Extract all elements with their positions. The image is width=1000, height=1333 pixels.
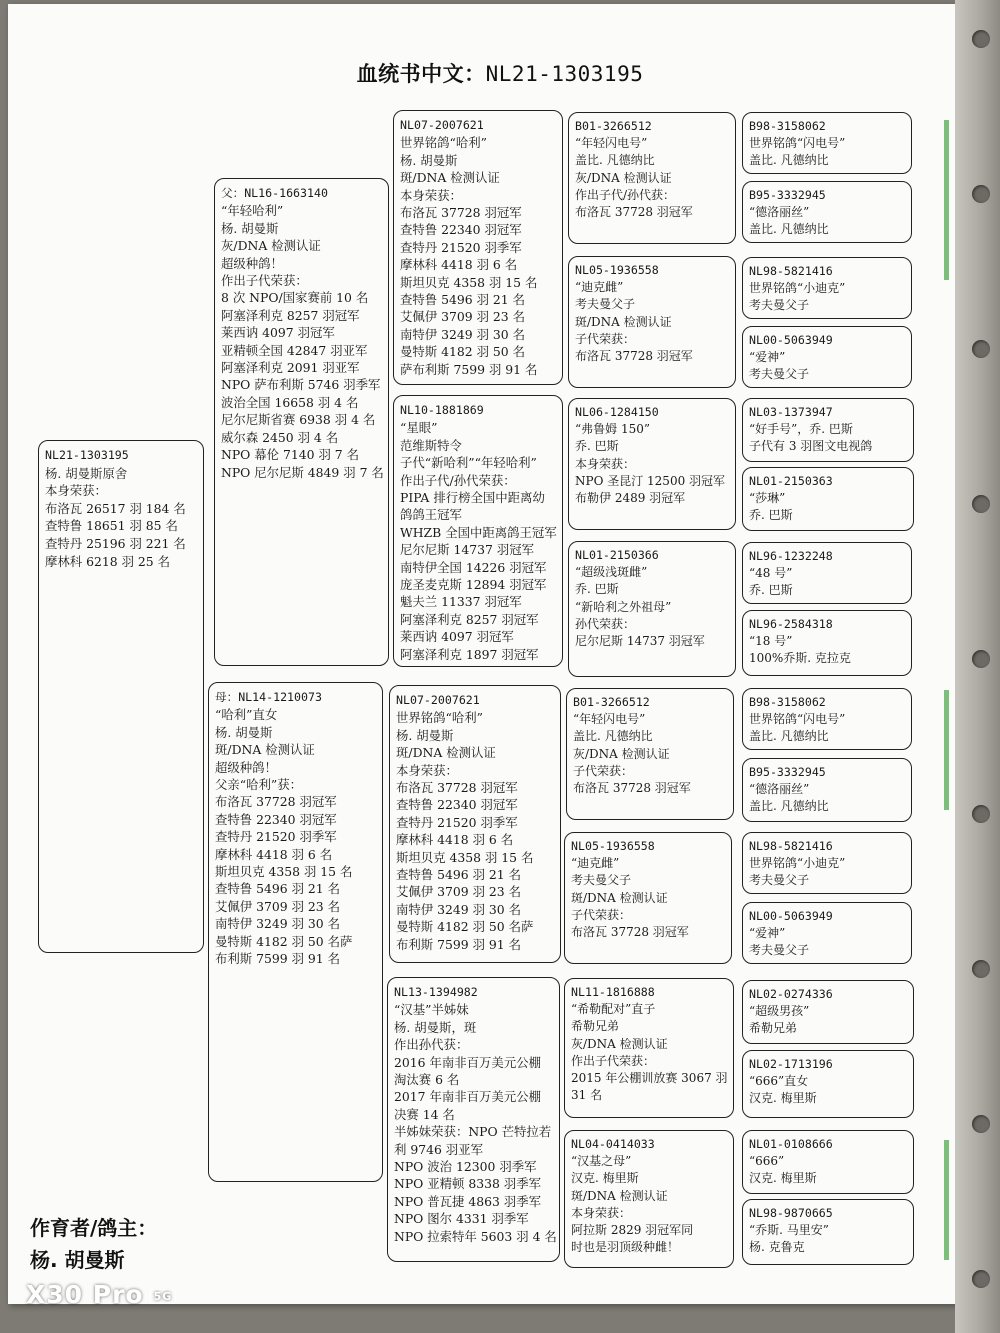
binder-hole [972,805,990,823]
subject-line: 杨. 胡曼斯原舍 [45,465,128,481]
binder-hole [972,960,990,978]
title-ring-number: NL21-1303195 [485,62,644,86]
sire-dam-line: “星眼” [400,420,438,436]
binder-hole [972,185,990,203]
g5-line: 乔. 巴斯 [749,583,793,598]
dam-line: 查特鲁 22340 羽冠军 [215,811,337,827]
dam-line: 杨. 胡曼斯 [215,724,273,740]
watermark-badge: 5G [150,1289,177,1304]
g4-box [564,1130,734,1268]
g4-line: 2015 年公棚训放赛 3067 羽 [571,1071,728,1086]
g4-line: 乔. 巴斯 [575,582,619,597]
g5-line: NL98-5821416 [749,264,833,278]
g5-box [742,467,914,531]
g5-box [742,1130,914,1194]
g5-line: B95-3332945 [749,765,826,779]
g5-line: 盖比. 凡德纳比 [749,729,829,744]
g4-line: 孙代荣获： [575,616,636,631]
subject-line: NL21-1303195 [45,448,129,462]
subject-box [38,440,204,953]
subject-line: 布洛瓦 26517 羽 184 名 [45,500,186,516]
sire-dam-line: 尼尔尼斯 14737 羽冠军 [400,542,535,558]
g4-line: 希勒兄弟 [571,1019,620,1034]
g5-box [742,326,912,388]
sire-sire-line: 世界铭鸽“哈利” [400,135,488,151]
g5-line: “18 号” [749,634,793,649]
binder-hole [972,340,990,358]
dam-sire-line: 摩林科 4418 羽 6 名 [396,832,514,848]
title-label: 血统书中文： [356,61,486,86]
g4-line: “年轻闪电号” [573,712,646,727]
dam-sire-line: 斯坦贝克 4358 羽 15 名 [396,849,534,865]
sire-sire-line: 斯坦贝克 4358 羽 15 名 [400,274,538,290]
g4-line: “汉基之母” [571,1154,632,1169]
sire-line: 阿塞泽利克 2091 羽亚军 [221,360,360,376]
g5-line: NL02-1713196 [749,1057,833,1071]
g5-line: “爱神” [749,350,786,365]
dam-sire-line: 南特伊 3249 羽 30 名 [396,901,522,917]
g5-line: “莎琳” [749,491,786,506]
sire-dam-line: 阿塞泽利克 1897 羽冠军 [400,646,539,662]
dam-line: 查特丹 21520 羽季军 [215,829,337,845]
g5-line: NL03-1373947 [749,405,833,419]
g4-line: 考夫曼父子 [575,297,636,312]
g5-line: “乔斯. 马里安” [749,1223,829,1238]
g4-line: 本身荣获： [575,456,636,471]
dam-line: 曼特斯 4182 羽 50 名萨 [215,933,353,949]
g5-line: NL02-0274336 [749,987,833,1001]
g5-line: 乔. 巴斯 [749,508,793,523]
g5-box [742,542,912,604]
sire-dam-box [393,395,563,667]
g4-line: NL06-1284150 [575,405,659,419]
g4-line: 考夫曼父子 [571,873,632,888]
sire-dam-line: 莱西讷 4097 羽冠军 [400,629,514,645]
g5-line: B95-3332945 [749,188,826,202]
dam-dam-line: NPO 亚精顿 8338 羽季军 [394,1176,542,1192]
g5-line: “48 号” [749,566,793,581]
g5-line: 世界铭鸽“闪电号” [749,712,846,727]
sire-line: 父：NL16-1663140 [221,186,328,200]
subject-line: 查特鲁 18651 羽 85 名 [45,518,178,534]
dam-dam-line: 作出孙代获： [394,1037,469,1053]
dam-sire-line: 查特鲁 22340 羽冠军 [396,797,518,813]
g5-line: 世界铭鸽“闪电号” [749,136,846,151]
sire-sire-line: NL07-2007621 [400,118,484,132]
g5-box [742,758,912,822]
g4-box [568,112,736,244]
g4-box [566,688,734,820]
g5-line: 盖比. 凡德纳比 [749,799,829,814]
g5-line: “超级男孩” [749,1004,810,1019]
edge-tab [944,1140,949,1260]
g5-line: 盖比. 凡德纳比 [749,153,829,168]
sire-dam-line: WHZB 全国中距离鸽王冠军 [400,524,557,540]
g5-line: 汉克. 梅里斯 [749,1091,817,1106]
sire-line: 灰/DNA 检测认证 [221,238,321,254]
dam-line: 布利斯 7599 羽 91 名 [215,951,341,967]
g4-line: 作出子代荣获： [571,1053,656,1068]
dam-sire-line: NL07-2007621 [396,693,480,707]
g4-line: 子代荣获： [573,763,634,778]
g5-line: “666” [749,1154,785,1169]
g5-line: NL96-2584318 [749,617,833,631]
camera-watermark [26,1280,176,1309]
dam-sire-line: 世界铭鸽“哈利” [396,710,484,726]
sire-sire-line: 杨. 胡曼斯 [400,152,458,168]
dam-dam-box [387,977,560,1262]
g5-line: 汉克. 梅里斯 [749,1171,817,1186]
sire-line: 尼尔尼斯省赛 6938 羽 4 名 [221,412,376,428]
g4-line: “迪克雌” [571,856,620,871]
sire-dam-line: 阿塞泽利克 8257 羽冠军 [400,611,539,627]
dam-dam-line: NPO 普瓦捷 4863 羽季军 [394,1193,542,1209]
g5-box [742,257,912,319]
subject-line: 本身荣获： [45,483,107,499]
dam-sire-line: 查特鲁 5496 羽 21 名 [396,867,522,883]
dam-sire-line: 艾佩伊 3709 羽 23 名 [396,884,522,900]
g4-line: 布洛瓦 37728 羽冠军 [571,925,689,940]
g5-line: “666”直女 [749,1074,809,1089]
g4-line: 灰/DNA 检测认证 [575,170,672,185]
sire-dam-line: 庞圣麦克斯 12894 羽冠军 [400,577,547,593]
dam-dam-line: NL13-1394982 [394,985,478,999]
g4-line: B01-3266512 [575,119,652,133]
g4-line: 盖比. 凡德纳比 [575,153,655,168]
sire-dam-line: 南特伊全国 14226 羽冠军 [400,559,547,575]
breeder-label: 作育者/鸽主： [30,1216,158,1240]
g4-box [568,541,736,677]
g5-line: 盖比. 凡德纳比 [749,222,829,237]
g4-line: NL05-1936558 [571,839,655,853]
g5-box [742,980,914,1044]
dam-sire-line: 曼特斯 4182 羽 50 名萨 [396,919,534,935]
dam-sire-line: 杨. 胡曼斯 [396,727,454,743]
dam-sire-line: 布利斯 7599 羽 91 名 [396,936,522,952]
g4-line: “新哈利之外祖母” [575,599,672,614]
g5-line: “德洛丽丝” [749,205,810,220]
dam-dam-line: 杨. 胡曼斯，斑 [394,1019,477,1035]
dam-dam-line: “汉基”半姊妹 [394,1002,469,1018]
sire-sire-line: 斑/DNA 检测认证 [400,170,500,186]
g4-line: 乔. 巴斯 [575,439,619,454]
binder-hole [972,650,990,668]
dam-sire-line: 布洛瓦 37728 羽冠军 [396,780,518,796]
g4-line: 本身荣获： [571,1205,632,1220]
binder-hole [972,30,990,48]
g4-line: 布洛瓦 37728 羽冠军 [573,781,691,796]
g4-line: NL04-0414033 [571,1137,655,1151]
sire-sire-line: 查特鲁 22340 羽冠军 [400,222,522,238]
g4-line: 尼尔尼斯 14737 羽冠军 [575,634,705,649]
g4-line: 布洛瓦 37728 羽冠军 [575,205,693,220]
g4-line: 盖比. 凡德纳比 [573,729,653,744]
sire-sire-line: 艾佩伊 3709 羽 23 名 [400,309,526,325]
sire-line: 作出子代荣获： [221,273,308,289]
dam-sire-line: 本身荣获： [396,762,458,778]
g5-line: NL00-5063949 [749,909,833,923]
g5-line: NL01-0108666 [749,1137,833,1151]
dam-sire-box [389,685,561,963]
dam-line: 布洛瓦 37728 羽冠军 [215,794,337,810]
g5-line: “好手号”，乔. 巴斯 [749,422,853,437]
breeder-name: 杨. 胡曼斯 [30,1248,125,1272]
g4-line: 斑/DNA 检测认证 [571,1188,668,1203]
dam-box [208,682,383,1182]
sire-dam-line: PIPA 排行榜全国中距离幼 [400,490,545,506]
dam-line: 斑/DNA 检测认证 [215,742,315,758]
sire-sire-line: 南特伊 3249 羽 30 名 [400,326,526,342]
dam-sire-line: 斑/DNA 检测认证 [396,745,496,761]
g5-line: 世界铭鸽“小迪克” [749,856,846,871]
g5-line: NL01-2150363 [749,474,833,488]
g4-box [568,256,736,388]
g5-box [742,688,912,750]
dam-dam-line: NPO 图尔 4331 羽季军 [394,1211,529,1227]
sire-dam-line: 范维斯特令 [400,437,462,453]
g4-line: 灰/DNA 检测认证 [573,746,670,761]
watermark-text: X30 Pro [26,1280,144,1309]
sire-line: 波治全国 16658 羽 4 名 [221,394,359,410]
sire-dam-line: 作出子代/孙代荣获： [400,472,516,488]
sire-sire-box [393,110,563,385]
sire-box [214,178,389,666]
edge-tab [944,120,949,280]
sire-line: 威尔森 2450 羽 4 名 [221,429,339,445]
g5-box [742,1199,914,1265]
edge-tab [944,690,949,810]
dam-dam-line: 利 9746 羽亚军 [394,1141,483,1157]
g5-line: “德洛丽丝” [749,782,810,797]
sire-sire-line: 布洛瓦 37728 羽冠军 [400,205,522,221]
sire-line: 超级种鸽！ [221,255,283,271]
sire-sire-line: 萨布利斯 7599 羽 91 名 [400,361,538,377]
g4-line: “超级浅斑雌” [575,565,648,580]
sire-sire-line: 本身荣获： [400,187,462,203]
dam-line: 摩林科 4418 羽 6 名 [215,846,333,862]
dam-line: 斯坦贝克 4358 羽 15 名 [215,864,353,880]
dam-line: 父亲“哈利”获： [215,777,303,793]
sire-line: “年轻哈利” [221,203,284,219]
g5-line: 杨. 克鲁克 [749,1240,805,1255]
g5-line: 考夫曼父子 [749,873,810,888]
sire-dam-line: 鸽鸽王冠军 [400,507,462,523]
sire-line: 亚精顿全国 42847 羽亚军 [221,342,368,358]
sire-sire-line: 摩林科 4418 羽 6 名 [400,257,518,273]
dam-dam-line: 半姊妹荣获：NPO 芒特拉若 [394,1124,552,1140]
g4-line: NL11-1816888 [571,985,655,999]
dam-line: 南特伊 3249 羽 30 名 [215,916,341,932]
g5-line: NL96-1232248 [749,549,833,563]
g4-line: 子代荣获： [575,331,636,346]
g4-line: 31 名 [571,1088,603,1103]
sire-sire-line: 查特鲁 5496 羽 21 名 [400,292,526,308]
sire-sire-line: 查特丹 21520 羽季军 [400,239,522,255]
sire-line: 杨. 胡曼斯 [221,220,279,236]
g5-line: 考夫曼父子 [749,298,810,313]
g5-line: “爱神” [749,926,786,941]
sire-line: 阿塞泽利克 8257 羽冠军 [221,307,360,323]
binder-hole [972,1115,990,1133]
g5-box [742,398,914,462]
dam-line: 母：NL14-1210073 [215,690,322,704]
g4-line: 布洛瓦 37728 羽冠军 [575,349,693,364]
sire-dam-line: NL10-1881869 [400,403,484,417]
g4-line: 斑/DNA 检测认证 [575,314,672,329]
g4-line: “年轻闪电号” [575,136,648,151]
sire-line: NPO 尼尔尼斯 4849 羽 7 名 [221,464,384,480]
g4-line: 斑/DNA 检测认证 [571,890,668,905]
g4-line: 灰/DNA 检测认证 [571,1036,668,1051]
g4-line: 汉克. 梅里斯 [571,1171,639,1186]
dam-dam-line: NPO 波治 12300 羽季军 [394,1159,537,1175]
g4-box [568,398,736,530]
binder-hole [972,1270,990,1288]
sire-line: NPO 幕伦 7140 羽 7 名 [221,447,360,463]
g5-line: 100%乔斯. 克拉克 [749,651,851,666]
dam-dam-line: 2016 年南非百万美元公棚 [394,1054,541,1070]
sire-dam-line: 魁夫兰 11337 羽冠军 [400,594,522,610]
page-title [0,58,1000,88]
g4-line: “弗鲁姆 150” [575,422,650,437]
g5-line: 考夫曼父子 [749,943,810,958]
g4-line: NL01-2150366 [575,548,659,562]
subject-line: 摩林科 6218 羽 25 名 [45,553,171,569]
g4-line: 阿拉斯 2829 羽冠军同 [571,1223,694,1238]
dam-dam-line: 2017 年南非百万美元公棚 [394,1089,541,1105]
subject-line: 查特丹 25196 羽 221 名 [45,535,186,551]
sire-line: 莱西讷 4097 羽冠军 [221,325,335,341]
g4-line: 时也是羽顶级种雌！ [571,1240,680,1255]
binder-hole [972,495,990,513]
g5-line: 考夫曼父子 [749,367,810,382]
g5-box [742,610,912,676]
g5-line: 希勒兄弟 [749,1021,798,1036]
dam-line: 超级种鸽！ [215,759,277,775]
dam-dam-line: NPO 拉索特年 5603 羽 4 名 [394,1228,557,1244]
sire-line: 8 次 NPO/国家赛前 10 名 [221,290,369,306]
g4-line: “希勒配对”直子 [571,1002,656,1017]
dam-line: “哈利”直女 [215,707,278,723]
g4-line: 作出子代/孙代获： [575,187,676,202]
g5-line: B98-3158062 [749,695,826,709]
g5-box [742,902,912,964]
g5-box [742,181,912,243]
g4-line: NL05-1936558 [575,263,659,277]
dam-line: 查特鲁 5496 羽 21 名 [215,881,341,897]
g4-line: 布勒伊 2489 羽冠军 [575,491,686,506]
g5-line: B98-3158062 [749,119,826,133]
g5-line: 世界铭鸽“小迪克” [749,281,846,296]
sire-sire-line: 曼特斯 4182 羽 50 名 [400,344,526,360]
dam-dam-line: 决赛 14 名 [394,1106,455,1122]
g5-line: NL00-5063949 [749,333,833,347]
g5-line: 子代有 3 羽图文电视鸽 [749,439,873,454]
g4-line: NPO 圣昆汀 12500 羽冠军 [575,473,726,488]
g5-box [742,1050,914,1118]
sire-dam-line: 子代“新哈利”“年轻哈利” [400,455,537,471]
g4-line: 子代荣获： [571,907,632,922]
g4-line: “迪克雌” [575,280,624,295]
g5-box [742,832,912,894]
sire-line: NPO 萨布利斯 5746 羽季军 [221,377,381,393]
g5-line: NL98-5821416 [749,839,833,853]
dam-line: 艾佩伊 3709 羽 23 名 [215,898,341,914]
g5-box [742,112,912,174]
g4-box [564,978,734,1118]
dam-dam-line: 淘汰赛 6 名 [394,1072,460,1088]
dam-sire-line: 查特丹 21520 羽季军 [396,814,518,830]
g4-line: B01-3266512 [573,695,650,709]
g5-line: NL98-9870665 [749,1206,833,1220]
g4-box [564,832,732,964]
